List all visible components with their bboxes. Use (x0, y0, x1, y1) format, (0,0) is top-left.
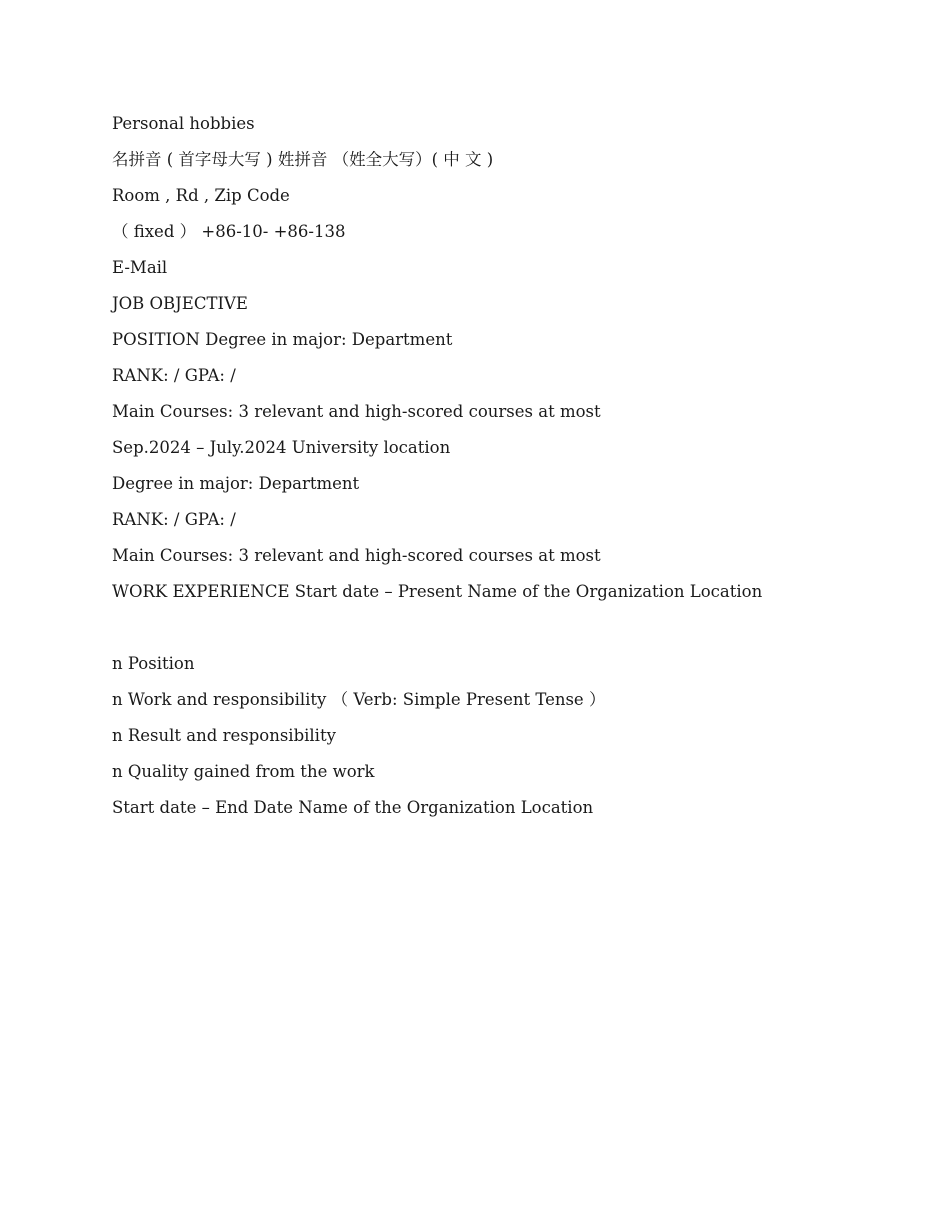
address-line: Room , Rd , Zip Code (112, 186, 290, 205)
position-degree-line: POSITION Degree in major: Department (112, 330, 453, 349)
main-courses-line: Main Courses: 3 relevant and high-scored courses at most (112, 402, 601, 421)
work-experience-heading: WORK EXPERIENCE Start date – Present Name of the Organization Location (112, 582, 763, 601)
job-objective-heading: JOB OBJECTIVE (112, 294, 248, 313)
work-dates-line: Start date – End Date Name of the Organization Location (112, 798, 594, 817)
blank-line (112, 616, 892, 652)
rank-gpa-line: RANK: / GPA: / (112, 366, 236, 385)
main-courses-line-2: Main Courses: 3 relevant and high-scored courses at most (112, 546, 601, 565)
name-pinyin-line: 名拼音 ( 首字母大写 ) 姓拼音 （姓全大写）( 中 文 ) (112, 150, 494, 169)
bullet-position: n Position (112, 654, 195, 673)
rank-gpa-line-2: RANK: / GPA: / (112, 510, 236, 529)
bullet-quality-gained: n Quality gained from the work (112, 762, 375, 781)
bullet-result-responsibility: n Result and responsibility (112, 726, 336, 745)
education-dates-line: Sep.2024 – July.2024 University location (112, 438, 451, 457)
document-body (112, 112, 892, 832)
phone-line: （ fixed ） +86-10- +86-138 (112, 222, 346, 241)
personal-hobbies-line: Personal hobbies (112, 114, 255, 133)
bullet-work-responsibility: n Work and responsibility （ Verb: Simple Present Tense ） (112, 690, 606, 709)
email-line: E-Mail (112, 258, 168, 277)
degree-line: Degree in major: Department (112, 474, 360, 493)
